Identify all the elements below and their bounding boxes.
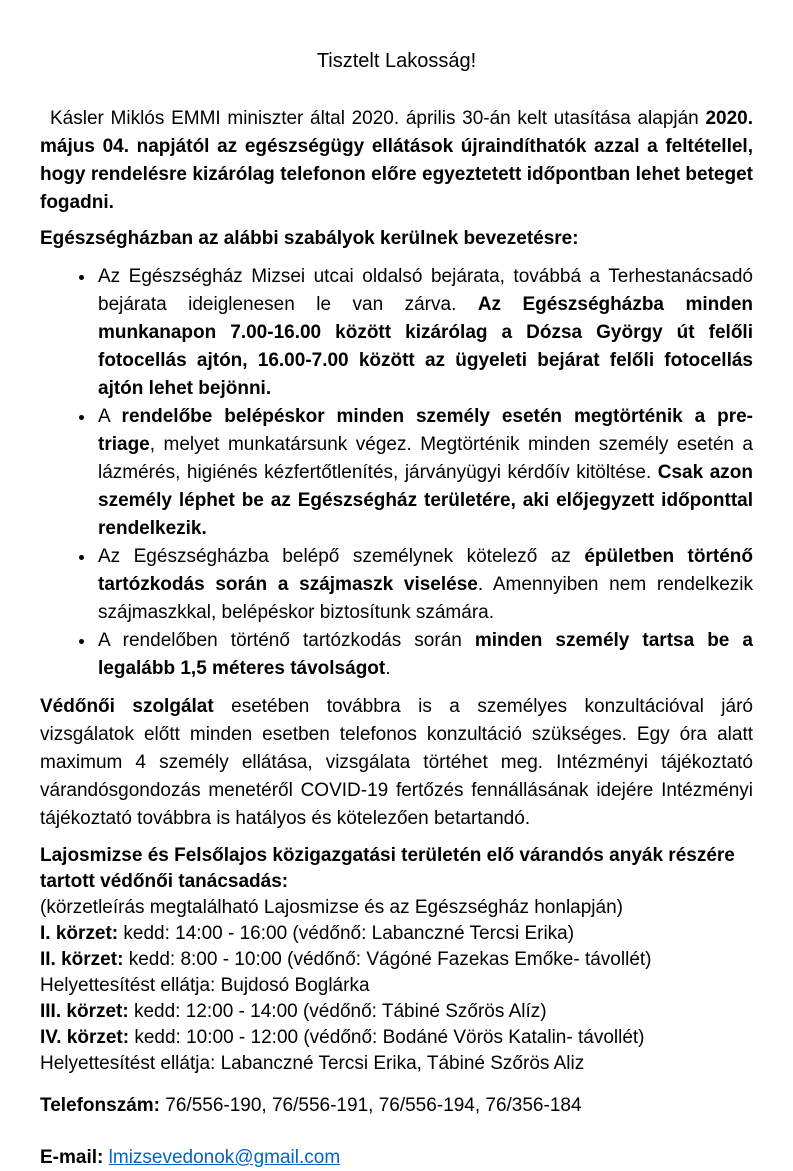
schedule-heading: Lajosmizse és Felsőlajos közigazgatási területén elő várandós anyák részére tartott védőnői tanácsadás:: [40, 845, 735, 892]
schedule-block: [40, 895, 753, 1077]
schedule-district-4: IV. körzet: kedd: 10:00 - 12:00 (védőnő: Bodáné Vörös Katalin- távollét): [40, 1027, 645, 1048]
email-label: E-mail:: [40, 1147, 104, 1168]
schedule-substitute-2: Helyettesítést ellátja: Labanczné Tercsi Erika, Tábiné Szőrös Aliz: [40, 1053, 585, 1074]
schedule-district-2: II. körzet: kedd: 8:00 - 10:00 (védőnő: Vágóné Fazekas Emőke- távollét): [40, 949, 652, 970]
rule-item-entrances: • Az Egészségház Mizsei utcai oldalsó bejárata, továbbá a Terhestanácsadó bejárata ideiglenesen le van zárva. Az Egészségházba minden munkanapon 7.00-16.00 között kizárólag a Dózsa György út felőli fotocellás ajtón, 16.00-7.00 között az ügyeleti bejárat felőli fotocellás ajtón lehet bejönni.: [96, 263, 753, 403]
intro-paragraph: Kásler Miklós EMMI miniszter által 2020. április 30-án kelt utasítása alapján 2020. május 04. napjától az egészségügy ellátások újraindíthatók azzal a feltétellel, hogy rendelésre kizárólag telefonon előre egyeztetett időpontban lehet beteget fogadni.: [40, 108, 753, 213]
phone-label: Telefonszám:: [40, 1095, 161, 1116]
email-line: [40, 1145, 753, 1171]
phone-numbers: 76/556-190, 76/556-191, 76/556-194, 76/356-184: [160, 1095, 582, 1116]
schedule-district-1: I. körzet: kedd: 14:00 - 16:00 (védőnő: Labanczné Tercsi Erika): [40, 923, 575, 944]
schedule-district-3: III. körzet: kedd: 12:00 - 14:00 (védőnő: Tábiné Szőrös Alíz): [40, 1001, 547, 1022]
rule-item-pretriage: • A rendelőbe belépéskor minden személy esetén megtörténik a pre-triage, melyet munkatársunk végez. Megtörténik minden személy esetén a lázmérés, higiénés kézfertőtlenítés, járványügyi kérdőív kitöltése. Csak azon személy léphet be az Egészségház területére, aki előjegyzett időponttal rendelkezik.: [96, 403, 753, 543]
nurse-service-paragraph: Védőnői szolgálat esetében továbbra is a személyes konzultációval járó vizsgálatok előtt minden esetben telefonos konzultáció szükséges. Egy óra alatt maximum 4 személy ellátása, vizsgálata törtéhet meg. Intézményi tájékoztató várandósgondozás menetéről COVID-19 fertőzés fennállásának idejére Intézményi tájékoztató továbbra is hatályos és kötelezően betartandó.: [40, 696, 753, 829]
rules-list: [40, 263, 753, 683]
phone-line: [40, 1093, 753, 1119]
schedule-substitute-1: Helyettesítést ellátja: Bujdosó Boglárka: [40, 975, 370, 996]
rules-heading: Egészségházban az alábbi szabályok kerülnek bevezetésre:: [40, 228, 579, 249]
page-title: Tisztelt Lakosság!: [316, 50, 477, 72]
rule-item-distance: • A rendelőben történő tartózkodás során minden személy tartsa be a legalább 1,5 méteres távolságot.: [96, 627, 753, 683]
rule-item-mask: • Az Egészségházba belépő személynek kötelező az épületben történő tartózkodás során a szájmaszk viselése. Amennyiben nem rendelkezik szájmaszkkal, belépéskor biztosítunk számára.: [96, 543, 753, 627]
email-link[interactable]: lmizsevedonok@gmail.com: [108, 1147, 341, 1168]
schedule-note: (körzetleírás megtalálható Lajosmizse és az Egészségház honlapján): [40, 897, 623, 918]
